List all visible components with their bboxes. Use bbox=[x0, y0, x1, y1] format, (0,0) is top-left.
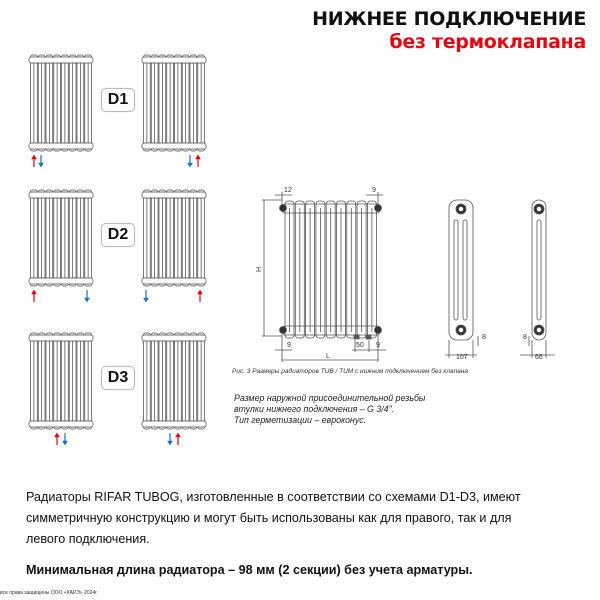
scheme-label-d1: D1 bbox=[101, 88, 135, 112]
dim-depth-1: 107 bbox=[456, 354, 468, 361]
page-title: НИЖНЕЕ ПОДКЛЮЧЕНИЕ bbox=[312, 8, 586, 30]
dim-bottom-left: 9 bbox=[287, 342, 291, 349]
side-views bbox=[445, 200, 555, 358]
dim-depth-2: 66 bbox=[535, 354, 543, 361]
dim-offset-2: 8 bbox=[523, 334, 527, 341]
scheme-label-d3: D3 bbox=[101, 366, 135, 390]
min-length-text: Минимальная длина радиатора – 98 мм (2 секции) без учета арматуры. bbox=[26, 563, 473, 577]
scheme-label-d2: D2 bbox=[101, 223, 135, 247]
thread-note bbox=[234, 393, 425, 426]
dim-offset-1: 8 bbox=[482, 334, 486, 341]
dim-top-left: 12 bbox=[284, 187, 292, 194]
dim-bottom-right: 9 bbox=[376, 342, 380, 349]
note-line: Размер наружной присоединительной резьбы bbox=[234, 393, 426, 403]
note-line: Тип герметизации – евроконус. bbox=[234, 415, 367, 425]
dim-pitch: 50 bbox=[356, 342, 364, 349]
description-text: Радиаторы RIFAR TUBOG, изготовленные в соответствии со схемами D1-D3, имеют симметричную конструкцию и могут быть использованы как для правого, так и для левого подключения. bbox=[26, 490, 521, 546]
dim-top-right: 9 bbox=[372, 187, 376, 194]
dim-height: H bbox=[256, 266, 263, 272]
side-view-wide bbox=[445, 200, 478, 358]
front-view bbox=[262, 192, 386, 362]
dim-length: L bbox=[326, 353, 330, 360]
note-line: втулки нижнего подключения – G 3/4''. bbox=[234, 404, 395, 414]
copyright: все права защищены ООО «КАРЭ» 2024г. bbox=[0, 590, 98, 596]
page-subtitle: без термоклапана bbox=[389, 31, 586, 53]
figure-caption: Рис. 3 Размеры радиаторов TUB / TUM с нижним подключением без клапана bbox=[232, 368, 468, 375]
